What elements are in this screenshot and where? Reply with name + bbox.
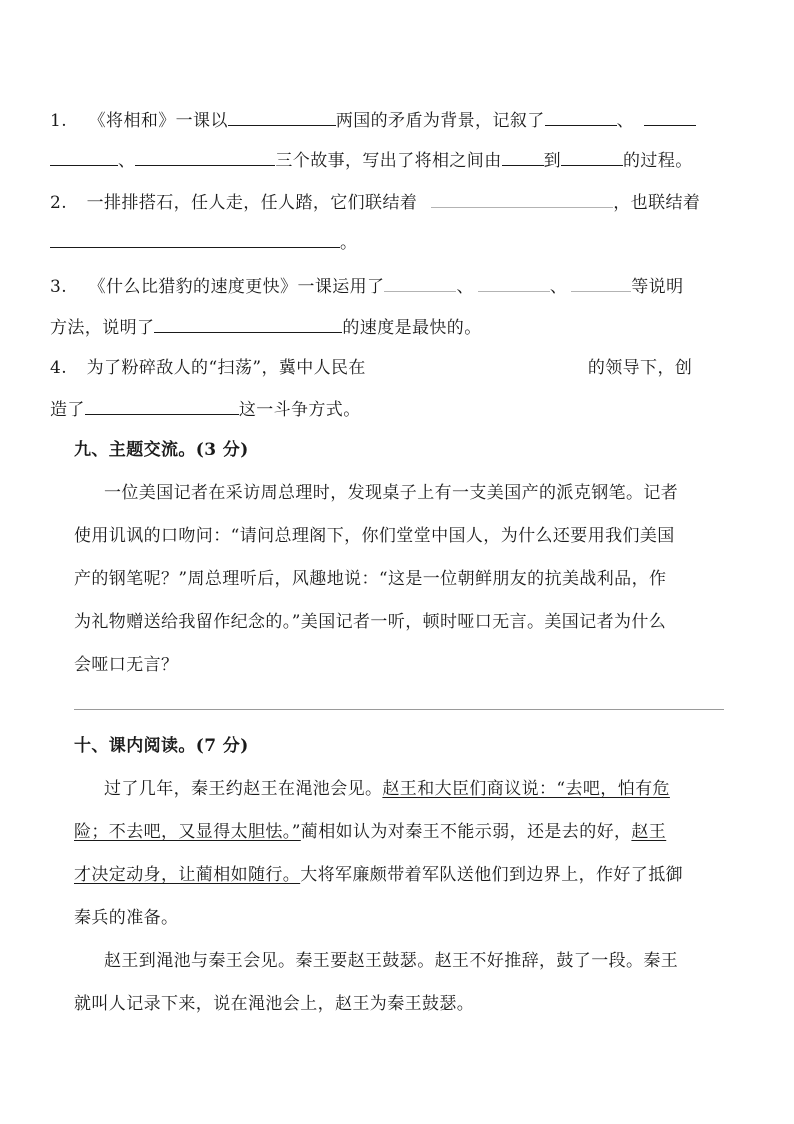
q1-text-2: 两国的矛盾为背景，记叙了	[335, 111, 545, 131]
section10-p1-l1b: 赵王和大臣们商议说：“去吧，怕有危	[382, 779, 670, 799]
q1-text-3: 、	[616, 111, 635, 131]
q3-blank-method-2[interactable]	[478, 276, 550, 292]
q1-blank-from[interactable]	[502, 150, 544, 166]
q1-blank-story-2-start[interactable]	[644, 110, 696, 126]
q4-text-1: 为了粉碎敌人的“扫荡”，冀中人民在	[86, 358, 366, 378]
q1-blank-story-3[interactable]	[135, 150, 275, 166]
q3-text-3: 、	[549, 277, 568, 297]
q2-line-2	[50, 232, 357, 253]
section9-answer-line[interactable]	[74, 709, 724, 710]
section9-heading: 九、主题交流。(3 分)	[74, 440, 249, 460]
q3-text-1: 《什么比猎豹的速度更快》一课运用了	[88, 277, 385, 297]
q3-text-2: 、	[456, 277, 474, 297]
section10-p1-l3a: 才决定动身，让蔺相如随行。	[74, 865, 301, 885]
q3-line-1	[50, 276, 683, 297]
q4-line-1	[50, 358, 692, 378]
q2-text-3: 。	[340, 233, 358, 253]
section10-p1-l2b: 蔺相如认为对秦王不能示弱，还是去的好，	[300, 822, 632, 842]
q1-text-7: 的过程。	[623, 151, 693, 171]
q1-blank-story-2-end[interactable]	[50, 150, 118, 166]
q1-line-2	[50, 150, 693, 171]
q3-line-2	[50, 317, 482, 338]
section9-line-1: 一位美国记者在采访周总理时，发现桌子上有一支美国产的派克钢笔。记者	[104, 483, 679, 503]
q4-blank-leader[interactable]	[366, 358, 588, 373]
q3-text-4: 等说明	[631, 277, 684, 297]
q1-text-6: 到	[543, 151, 562, 171]
section10-p1-line-1	[104, 779, 670, 799]
q1-number: 1.	[50, 111, 68, 131]
q2-text-1: 一排排搭石，任人走，任人踏，它们联结着	[86, 193, 418, 213]
q1-text-4: 、	[118, 151, 136, 171]
section10-heading: 十、课内阅读。(7 分)	[74, 736, 249, 756]
section10-p1-l1a: 过了几年，秦王约赵王在渑池会见。	[104, 779, 383, 799]
q1-blank-to[interactable]	[561, 150, 623, 166]
q4-number: 4.	[50, 358, 68, 378]
q4-line-2	[50, 399, 361, 420]
q3-blank-method-1[interactable]	[384, 276, 456, 292]
q3-text-5: 方法，说明了	[50, 318, 155, 338]
section10-p1-line-2	[74, 822, 666, 842]
section9-line-4: 为礼物赠送给我留作纪念的。”美国记者一听，顿时哑口无言。美国记者为什么	[74, 612, 667, 632]
q2-text-2: ，也联结着	[613, 193, 701, 213]
q3-text-6: 的速度是最快的。	[342, 318, 482, 338]
q2-line-1	[50, 192, 700, 213]
q2-blank-1[interactable]	[431, 192, 613, 208]
q2-number: 2.	[50, 193, 68, 213]
section10-p2-line-1: 赵王到渑池与秦王会见。秦王要赵王鼓瑟。赵王不好推辞，鼓了一段。秦王	[104, 951, 679, 971]
section9-line-2: 使用讥讽的口吻问：“请问总理阁下，你们堂堂中国人，为什么还要用我们美国	[74, 526, 675, 546]
section10-p1-l2a: 险；不去吧，又显得太胆怯。”	[74, 822, 301, 842]
q3-blank-method-3[interactable]	[571, 276, 631, 292]
q4-text-4: 这一斗争方式。	[238, 400, 361, 420]
q1-blank-countries[interactable]	[228, 110, 336, 126]
q3-blank-fastest[interactable]	[154, 317, 342, 333]
section9-line-3: 产的钢笔呢？”周总理听后，风趣地说：“这是一位朝鲜朋友的抗美战利品，作	[74, 569, 667, 589]
section10-p1-l2c: 赵王	[631, 822, 667, 842]
q1-line-1	[50, 110, 696, 131]
section10-p2-line-2: 就叫人记录下来，说在渑池会上，赵王为秦王鼓瑟。	[74, 994, 475, 1014]
q1-text-1: 《将相和》一课以	[88, 111, 228, 131]
section9-line-5: 会哑口无言？	[74, 655, 179, 675]
q1-text-5: 三个故事，写出了将相之间由	[275, 151, 502, 171]
q1-blank-story-1[interactable]	[545, 110, 617, 126]
q4-blank-method[interactable]	[85, 399, 239, 415]
q4-text-2: 的领导下，创	[587, 358, 693, 378]
q2-blank-2[interactable]	[50, 232, 340, 248]
section10-p1-line-4: 秦兵的准备。	[74, 908, 179, 928]
q3-number: 3.	[50, 277, 68, 297]
q4-text-3: 造了	[50, 400, 85, 420]
section10-p1-line-3	[74, 865, 683, 885]
section10-p1-l3b: 大将军廉颇带着军队送他们到边界上，作好了抵御	[300, 865, 684, 885]
